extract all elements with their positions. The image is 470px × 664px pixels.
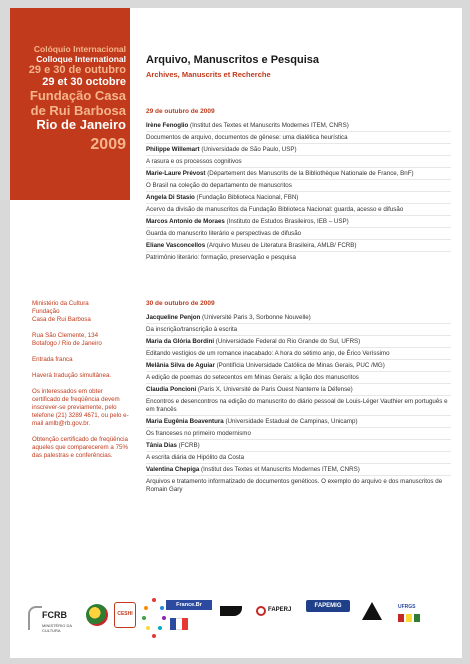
- org-line: Ministério da Cultura: [32, 300, 89, 307]
- page-title: Arquivo, Manuscritos e Pesquisa: [146, 54, 319, 66]
- partner-logo-icon: [218, 602, 248, 622]
- banner-year: 2009: [90, 136, 126, 153]
- banner-line-pt: Colóquio Internacional: [33, 44, 126, 54]
- talk-title: Os franceses no primeiro modernismo: [146, 429, 251, 437]
- speaker-row: [146, 144, 451, 156]
- day1-date: 29 de outubro de 2009: [146, 108, 215, 115]
- talk-title: A rasura e os processos cognitivos: [146, 157, 242, 165]
- talk-title: Arquivos e tratamento informatizado de documentos genéticos. O exemplo do arquivo e dos manuscritos de Romain Gary: [146, 477, 443, 493]
- dots-logo-icon: [142, 598, 168, 638]
- talk-title: Patrimônio literário: formação, preservação e pesquisa: [146, 253, 296, 261]
- speaker-name: Marcos Antonio de Moraes: [146, 217, 225, 225]
- speaker-name: Maria Eugênia Boaventura: [146, 417, 224, 425]
- fcrb-logo-sub: MINISTÉRIO DA CULTURA: [42, 623, 72, 633]
- speaker-row: [146, 168, 451, 180]
- speaker-name: Valentina Chepiga: [146, 465, 200, 473]
- poster-page: [10, 8, 462, 658]
- entrance-note: Entrada franca: [32, 356, 73, 363]
- speaker-name: Angela Di Stasio: [146, 193, 195, 201]
- speaker-institution: (Universidade Estadual de Campinas, Unicamp): [223, 417, 358, 425]
- day2-date: 30 de outubro de 2009: [146, 300, 215, 307]
- talk-title-row: [146, 348, 451, 360]
- banner-line-fr: Colloque International: [36, 54, 126, 64]
- talk-title-row: [146, 204, 451, 216]
- fcrb-logo: [28, 602, 74, 638]
- speaker-institution: (Institut des Textes et Manuscrits Modernes ITEM, CNRS): [199, 465, 360, 473]
- speaker-row: [146, 336, 451, 348]
- france-logo: [166, 596, 212, 642]
- french-flag-icon: [170, 618, 188, 630]
- talk-title: O Brasil na coleção do departamento de manuscritos: [146, 181, 292, 189]
- talk-title-row: [146, 132, 451, 144]
- speaker-row: [146, 384, 451, 396]
- faperj-text: FAPERJ: [268, 607, 292, 613]
- talk-title: A edição de poemas do setecentos em Minas Gerais: a lição dos manuscritos: [146, 373, 359, 381]
- talk-title-row: [146, 428, 451, 440]
- talk-title: Da inscrição/transcrição à escrita: [146, 325, 238, 333]
- talk-title-row: [146, 252, 451, 263]
- speaker-name: Irène Fenoglio: [146, 121, 189, 129]
- talk-title: Encontros e desencontros na edição do manuscrito do diário pessoal de Louis-Léger Vauthier em português e em francês: [146, 397, 448, 413]
- org-line: Casa de Rui Barbosa: [32, 316, 91, 323]
- speaker-row: [146, 240, 451, 252]
- speaker-name: Eliane Vasconcellos: [146, 241, 206, 249]
- banner-venue-1: Fundação Casa: [29, 88, 126, 103]
- speaker-row: [146, 120, 451, 132]
- ufrgs-text: UFRGS: [398, 604, 416, 610]
- talk-title-row: [146, 476, 451, 495]
- fapemig-logo: FAPEMIG: [306, 600, 350, 612]
- talk-title: Guarda do manuscrito literário e perspectivas de difusão: [146, 229, 302, 237]
- sponsor-logos: [28, 596, 448, 646]
- faperj-logo: [256, 606, 296, 616]
- attendance-note: Obtenção certificado de freqüência aqueles que comparecerem a 75% das palestras e conferências.: [32, 436, 128, 459]
- banner-date-pt: 29 e 30 de outubro: [28, 64, 126, 76]
- speaker-name: Claudia Poncioni: [146, 385, 197, 393]
- talk-title-row: [146, 372, 451, 384]
- ceshi-logo: CESHI: [114, 602, 136, 628]
- speaker-institution: (Pontifícia Universidade Católica de Minas Gerais, PUC /MG): [214, 361, 385, 369]
- talk-title-row: [146, 228, 451, 240]
- speaker-institution: (Département des Manuscrits de la Bibliothèque Nationale de France, BnF): [205, 169, 414, 177]
- address-block: [32, 332, 130, 348]
- speaker-row: [146, 360, 451, 372]
- speaker-institution: (Institut des Textes et Manuscrits Modernes ITEM, CNRS): [188, 121, 349, 129]
- speaker-row: [146, 192, 451, 204]
- banner-date-fr: 29 et 30 octobre: [42, 76, 126, 88]
- ufrgs-logo: [398, 604, 438, 634]
- speaker-institution: (Arquivo Museu de Literatura Brasileira, AMLB/ FCRB): [205, 241, 357, 249]
- translation-note: Haverá tradução simultânea.: [32, 372, 112, 379]
- speaker-name: Maria da Glória Bordini: [146, 337, 215, 345]
- france-br-text: France.Br: [166, 600, 212, 610]
- speaker-name: Philippe Willemart: [146, 145, 200, 153]
- speaker-row: [146, 312, 451, 324]
- program-day1: [146, 108, 451, 263]
- speaker-institution: (Fundação Biblioteca Nacional, FBN): [194, 193, 299, 201]
- org-line: Fundação: [32, 308, 60, 315]
- speaker-institution: (Instituto de Estudos Brasileiros, IEB – USP): [224, 217, 349, 225]
- speaker-institution: (Paris X, Université de Paris Ouest Nanterre la Défense): [196, 385, 353, 393]
- speaker-row: [146, 464, 451, 476]
- event-banner: [10, 8, 130, 200]
- puc-logo-icon: [360, 602, 386, 628]
- speaker-row: [146, 216, 451, 228]
- banner-venue-2: de Rui Barbosa: [30, 103, 126, 118]
- certificate-note: Os interessados em obter certificado de freqüência devem inscrever-se previamente, pelo telefone (21) 3289 4671, ou pelo e-mail amlb@rb.gov.br.: [32, 388, 129, 427]
- org-block: [32, 300, 130, 324]
- talk-title: Editando vestígios de um romance inacabado: A hora do sétimo anjo, de Érico Veríssimo: [146, 349, 390, 357]
- speaker-name: Tânia Dias: [146, 441, 177, 449]
- talk-title-row: [146, 324, 451, 336]
- talk-title: Documentos de arquivo, documentos de gênese: uma dialética heurística: [146, 133, 348, 141]
- speaker-institution: (FCRB): [176, 441, 200, 449]
- talk-title: Acervo da divisão de manuscritos da Fundação Biblioteca Nacional: guarda, acesso e difusão: [146, 205, 404, 213]
- page-subtitle: Archives, Manuscrits et Recherche: [146, 70, 271, 79]
- banner-city: Rio de Janeiro: [36, 117, 126, 132]
- program-day2: [146, 300, 451, 495]
- talk-title-row: [146, 452, 451, 464]
- speaker-row: [146, 440, 451, 452]
- speaker-name: Jacqueline Penjon: [146, 313, 201, 321]
- speaker-name: Melânia Silva de Aguiar: [146, 361, 215, 369]
- speaker-institution: (Université Paris 3, Sorbonne Nouvelle): [200, 313, 311, 321]
- speaker-institution: (Universidade Federal do Rio Grande do Sul, UFRS): [214, 337, 361, 345]
- speaker-name: Marie-Laure Prévost: [146, 169, 206, 177]
- speaker-institution: (Universidade de São Paulo, USP): [199, 145, 297, 153]
- talk-title: A escrita diária de Hipólito da Costa: [146, 453, 245, 461]
- talk-title-row: [146, 396, 451, 416]
- talk-title-row: [146, 156, 451, 168]
- sidebar-info: [10, 300, 130, 468]
- fcrb-logo-text: FCRB: [42, 610, 67, 620]
- address-line: Rua São Clemente, 134: [32, 332, 99, 339]
- talk-title-row: [146, 180, 451, 192]
- address-line: Botafogo / Rio de Janeiro: [32, 340, 102, 347]
- circle-emblem-icon: [86, 604, 108, 626]
- speaker-row: [146, 416, 451, 428]
